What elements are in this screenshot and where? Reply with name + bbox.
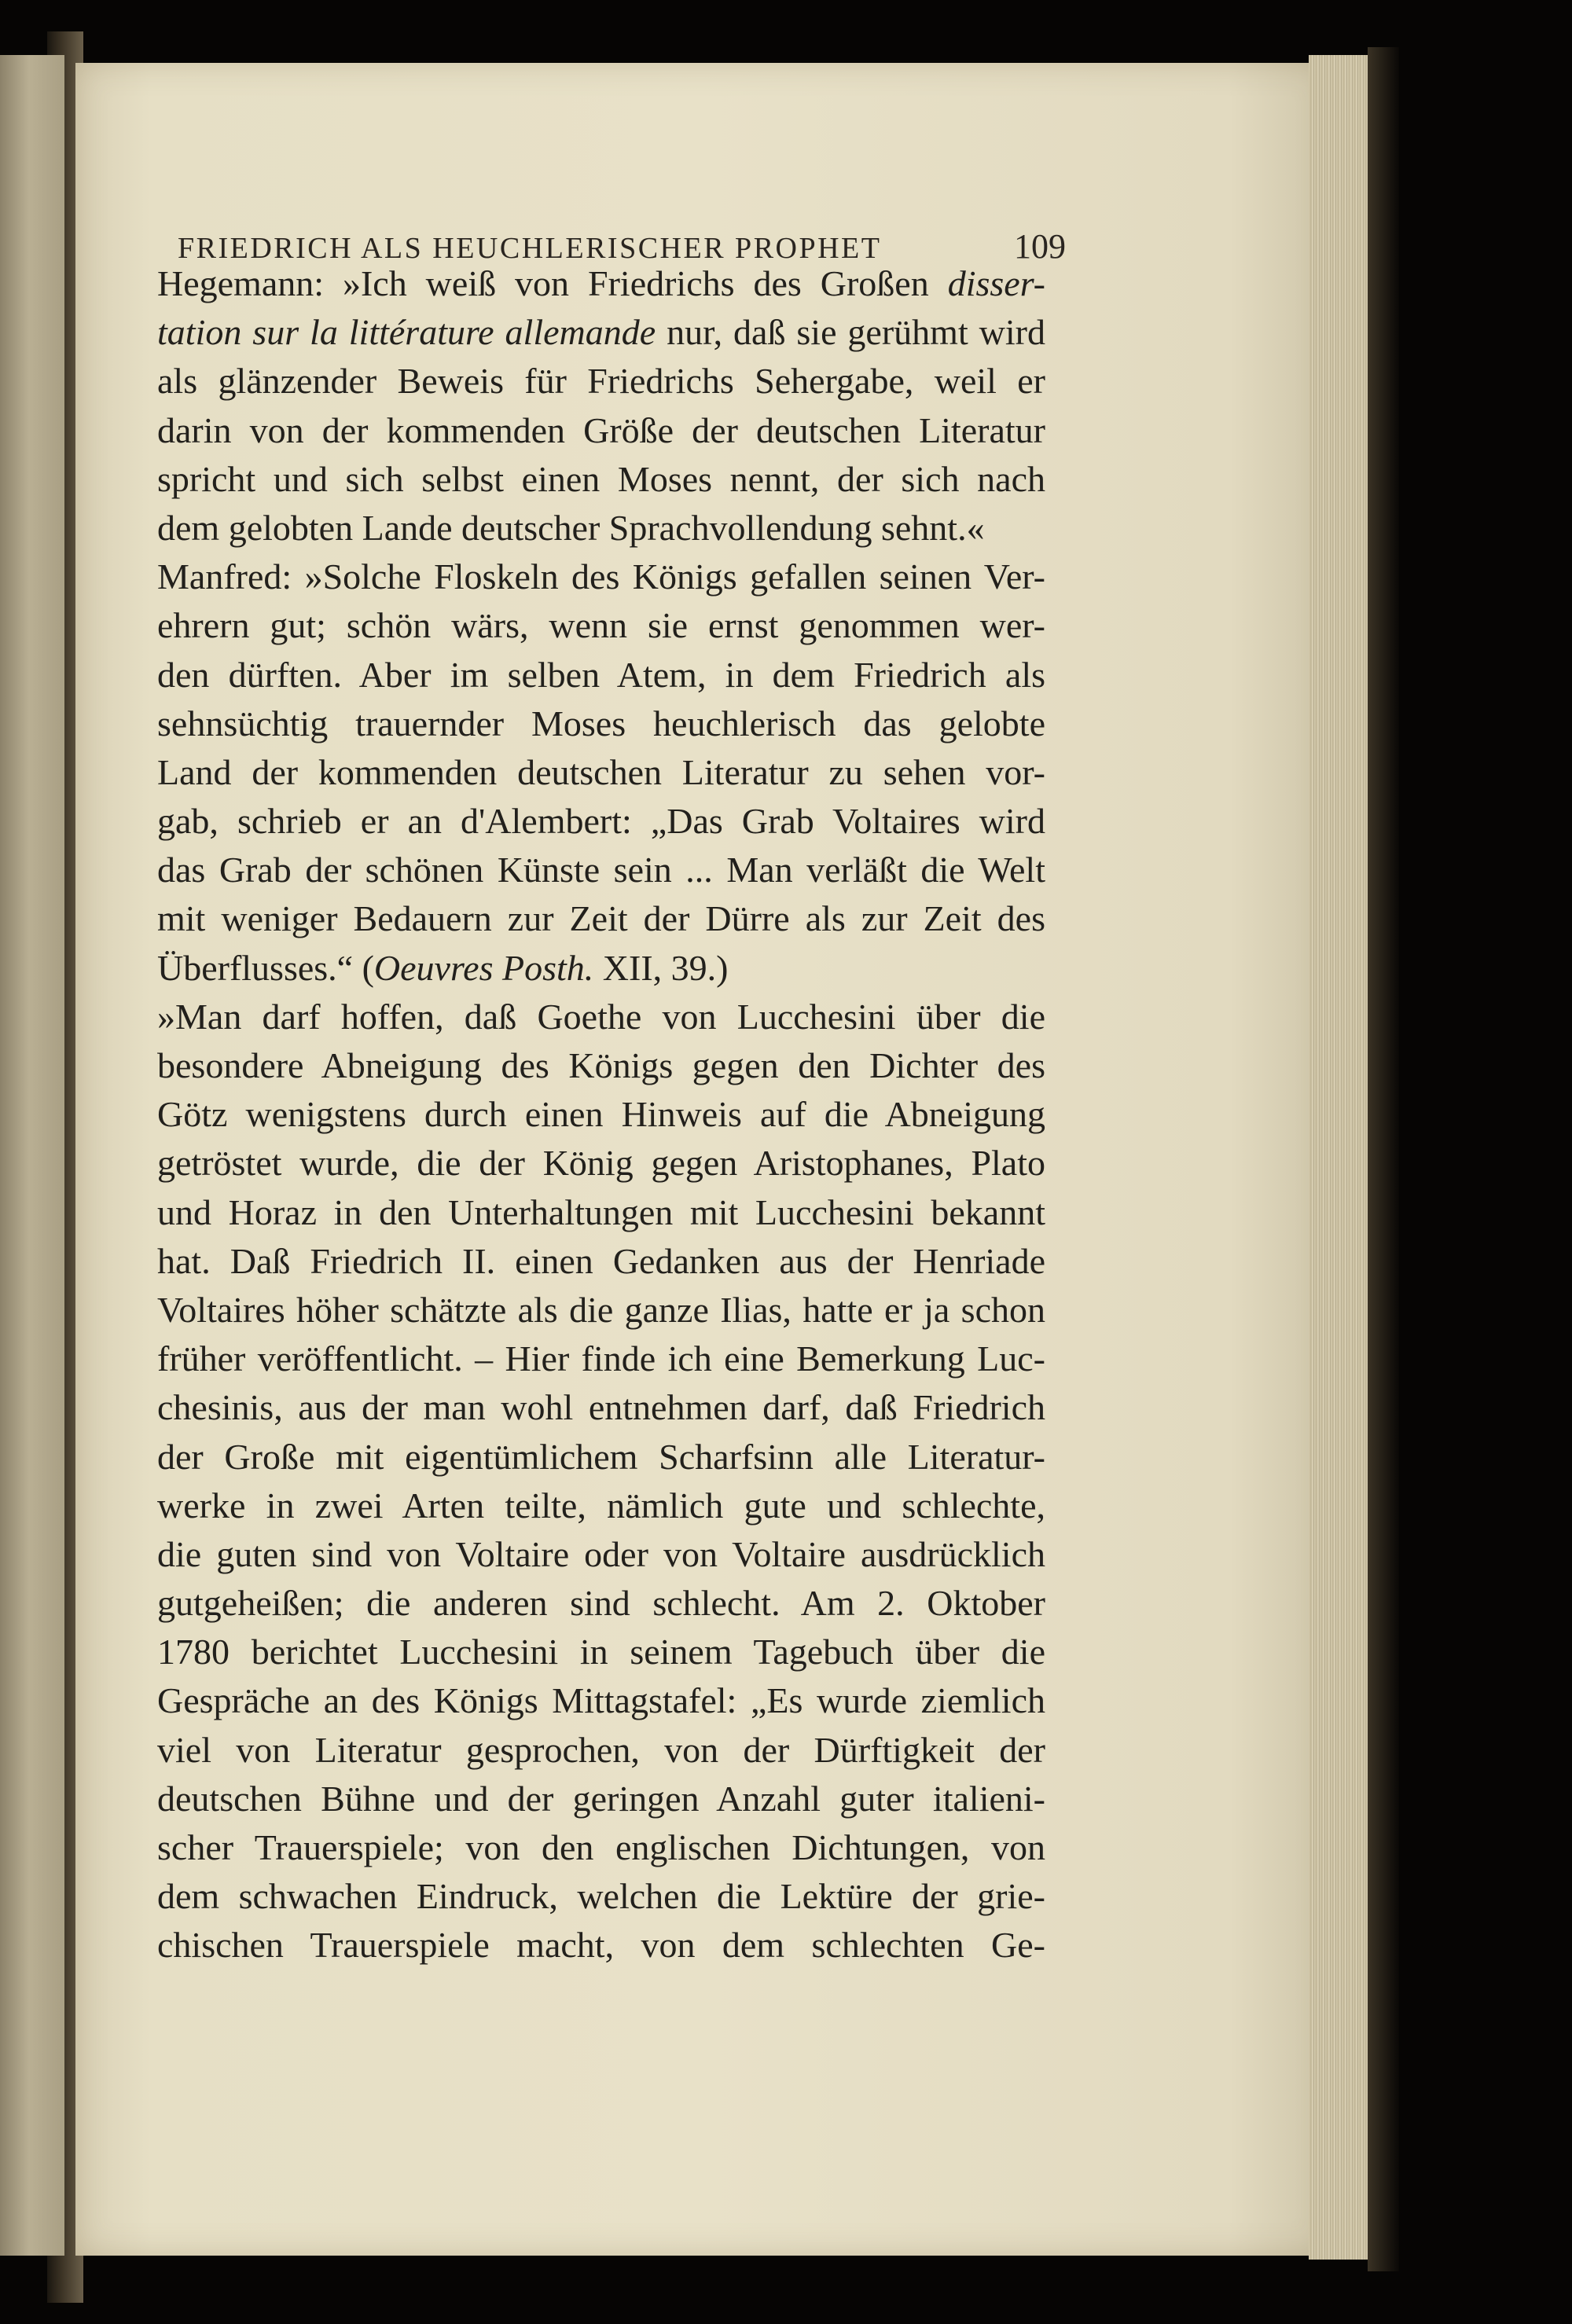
- text-line: [157, 846, 1045, 894]
- text-run: gutgeheißen; die anderen sind schlecht. Am 2. Oktober: [157, 1583, 1045, 1624]
- text-run: den dürften. Aber im selben Atem, in dem Friedrich als: [157, 654, 1045, 695]
- text-line: [157, 1775, 1045, 1823]
- text-run: nur, daß sie gerühmt wird: [656, 312, 1045, 353]
- italic-text: tation sur la littérature allemande: [157, 312, 656, 353]
- running-title: FRIEDRICH ALS HEUCHLERISCHER PROPHET: [178, 232, 882, 265]
- italic-text: disser-: [947, 263, 1045, 303]
- text-run: Überflusses.“ (: [157, 947, 374, 988]
- text-line: [157, 1433, 1045, 1481]
- text-run: dem schwachen Eindruck, welchen die Lektüre der grie-: [157, 1876, 1045, 1917]
- text-run: spricht und sich selbst einen Moses nennt, der sich nach: [157, 458, 1045, 499]
- text-run: die guten sind von Voltaire oder von Voltaire ausdrücklich: [157, 1533, 1045, 1574]
- text-run: mit weniger Bedauern zur Zeit der Dürre als zur Zeit des: [157, 898, 1045, 939]
- text-run: und Horaz in den Unterhaltungen mit Lucchesini bekannt: [157, 1191, 1045, 1232]
- text-line: [157, 1286, 1045, 1335]
- text-line: [157, 797, 1045, 846]
- text-line: [157, 1335, 1045, 1383]
- left-page-edge: [0, 55, 64, 2256]
- text-line: [157, 357, 1045, 406]
- text-run: früher veröffentlicht. – Hier finde ich eine Bemerkung Luc-: [157, 1338, 1045, 1379]
- text-line: [157, 455, 1045, 504]
- text-run: chischen Trauerspiele macht, von dem schlechten Ge-: [157, 1925, 1045, 1966]
- text-run: Hegemann: »Ich weiß von Friedrichs des Großen: [157, 263, 948, 303]
- text-line: [157, 1823, 1045, 1872]
- text-run: der Große mit eigentümlichem Scharfsinn alle Literatur-: [157, 1436, 1045, 1477]
- text-run: das Grab der schönen Künste sein ... Man verläßt die Welt: [157, 850, 1045, 890]
- text-line: [157, 1090, 1045, 1139]
- body-text: [157, 259, 1045, 1970]
- text-line: [157, 1139, 1045, 1188]
- text-run: Land der kommenden deutschen Literatur zu sehen vor-: [157, 751, 1045, 792]
- text-line: [157, 699, 1045, 748]
- text-line: [157, 1921, 1045, 1970]
- text-line: [157, 748, 1045, 797]
- text-run: getröstet wurde, die der König gegen Aristophanes, Plato: [157, 1143, 1045, 1184]
- text-line: [157, 1726, 1045, 1775]
- text-line: [157, 553, 1045, 601]
- text-line: [157, 651, 1045, 699]
- text-line: [157, 1530, 1045, 1579]
- text-line: [157, 1237, 1045, 1286]
- text-run: »Man darf hoffen, daß Goethe von Lucchesini über die: [157, 996, 1045, 1037]
- text-line: [157, 1188, 1045, 1237]
- text-run: werke in zwei Arten teilte, nämlich gute und schlechte,: [157, 1485, 1045, 1525]
- text-line: [157, 1579, 1045, 1628]
- text-line: [157, 308, 1045, 357]
- text-line: [157, 259, 1045, 308]
- text-run: gab, schrieb er an d'Alembert: „Das Grab Voltaires wird: [157, 801, 1045, 842]
- text-run: Manfred: »Solche Floskeln des Königs gefallen seinen Ver-: [157, 556, 1045, 597]
- text-run: scher Trauerspiele; von den englischen Dichtungen, von: [157, 1827, 1045, 1867]
- text-line: [157, 504, 1045, 553]
- text-line: [157, 894, 1045, 943]
- page-number: 109: [1014, 227, 1066, 266]
- text-run: 1780 berichtet Lucchesini in seinem Tagebuch über die: [157, 1632, 1045, 1672]
- text-run: darin von der kommenden Größe der deutschen Literatur: [157, 409, 1045, 450]
- text-line: [157, 1383, 1045, 1432]
- text-line: [157, 1628, 1045, 1676]
- text-line: [157, 1481, 1045, 1530]
- text-run: deutschen Bühne und der geringen Anzahl guter italieni-: [157, 1778, 1045, 1819]
- text-run: besondere Abneigung des Königs gegen den Dichter des: [157, 1045, 1045, 1085]
- cover-shadow: [1368, 47, 1399, 2271]
- text-run: hat. Daß Friedrich II. einen Gedanken aus der Henriade: [157, 1240, 1045, 1281]
- text-run: ehrern gut; schön wärs, wenn sie ernst genommen wer-: [157, 605, 1045, 646]
- text-run: Götz wenigstens durch einen Hinweis auf die Abneigung: [157, 1094, 1045, 1135]
- text-run: dem gelobten Lande deutscher Sprachvollendung sehnt.«: [157, 507, 985, 548]
- text-run: Voltaires höher schätzte als die ganze Ilias, hatte er ja schon: [157, 1289, 1045, 1330]
- text-run: chesinis, aus der man wohl entnehmen darf, daß Friedrich: [157, 1387, 1045, 1428]
- text-line: [157, 944, 1045, 993]
- text-run: als glänzender Beweis für Friedrichs Sehergabe, weil er: [157, 361, 1045, 402]
- text-line: [157, 993, 1045, 1041]
- text-run: sehnsüchtig trauernder Moses heuchlerisch das gelobte: [157, 703, 1045, 743]
- text-line: [157, 1041, 1045, 1090]
- text-line: [157, 406, 1045, 455]
- text-line: [157, 601, 1045, 650]
- text-line: [157, 1676, 1045, 1725]
- text-run: XII, 39.): [593, 947, 729, 988]
- italic-text: Oeuvres Posth.: [373, 947, 594, 988]
- text-line: [157, 1872, 1045, 1921]
- text-run: viel von Literatur gesprochen, von der Dürftigkeit der: [157, 1729, 1045, 1770]
- text-run: Gespräche an des Königs Mittagstafel: „Es wurde ziemlich: [157, 1680, 1045, 1721]
